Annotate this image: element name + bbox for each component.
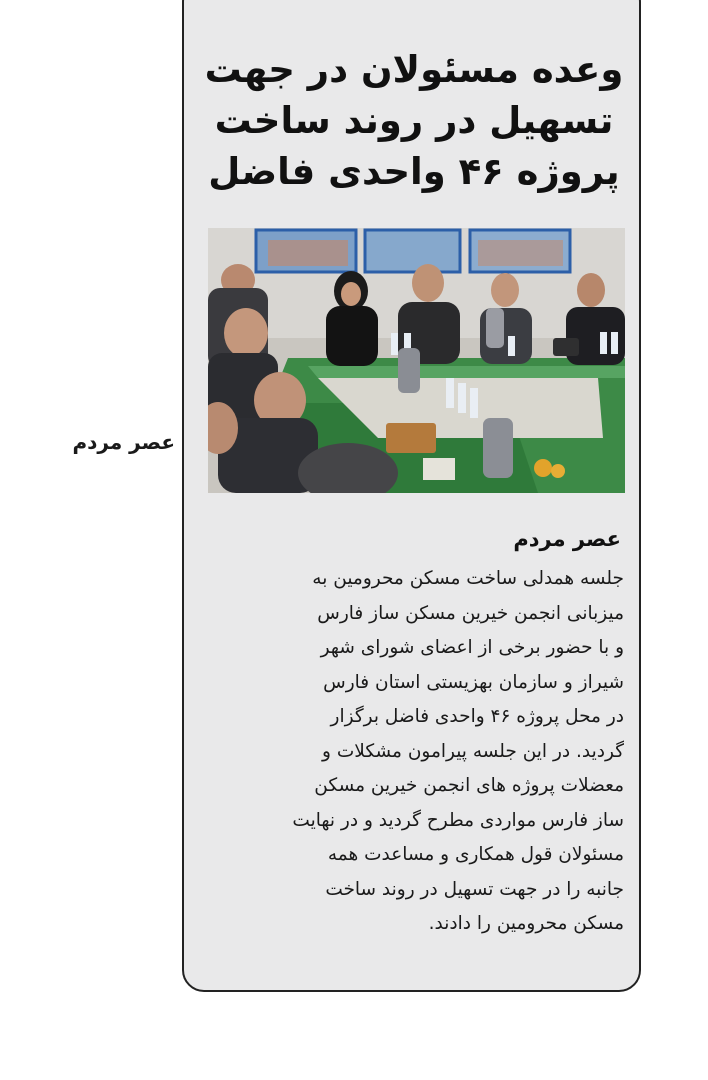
headline-line: تسهیل در روند ساخت xyxy=(214,99,614,142)
adjacent-text-line xyxy=(0,628,175,650)
body-line: گردید. در این جلسه پیرامون مشکلات و xyxy=(322,740,624,762)
adjacent-text-line xyxy=(0,2,175,24)
adjacent-text-line xyxy=(0,666,175,688)
body-line: میزبانی انجمن خیرین مسکن ساز فارس xyxy=(317,602,624,624)
body-line: جلسه همدلی ساخت مسکن محرومین به xyxy=(312,568,624,589)
adjacent-text-line xyxy=(0,748,175,770)
adjacent-text-line xyxy=(0,470,175,492)
adjacent-text-line xyxy=(0,39,175,61)
headline-line: پروژه ۴۶ واحدی فاضل xyxy=(208,150,620,193)
body-line: ساز فارس مواردی مطرح گردید و در نهایت xyxy=(292,809,624,831)
body-line: مسئولان قول همکاری و مساعدت همه xyxy=(327,844,624,865)
headline-line: وعده مسئولان در جهت xyxy=(204,48,624,91)
article-box xyxy=(182,0,641,992)
adjacent-text-line xyxy=(0,944,175,966)
adjacent-text-line xyxy=(0,826,175,848)
adjacent-text-line xyxy=(0,156,175,178)
adjacent-text-line xyxy=(0,590,175,612)
adjacent-article-column xyxy=(0,0,175,1080)
body-line: مسکن محرومین را دادند. xyxy=(428,913,624,934)
adjacent-text-line xyxy=(0,866,175,888)
adjacent-text-line xyxy=(0,708,175,730)
adjacent-text-line xyxy=(0,78,175,100)
body-line: شیراز و سازمان بهزیستی استان فارس xyxy=(323,671,624,693)
body-line: در محل پروژه ۴۶ واحدی فاضل برگزار xyxy=(330,706,624,727)
meeting-photo xyxy=(208,228,625,493)
article-byline: عصر مردم xyxy=(513,527,621,551)
body-line: جانبه را در جهت تسهیل در روند ساخت xyxy=(325,878,624,900)
adjacent-text-line xyxy=(0,550,175,572)
adjacent-text-line xyxy=(0,510,175,532)
adjacent-text-line xyxy=(0,116,175,138)
article-body xyxy=(204,562,624,942)
meeting-photo-illustration xyxy=(208,228,625,493)
body-line: و با حضور برخی از اعضای شورای شهر xyxy=(320,637,624,658)
article-headline xyxy=(204,44,624,197)
body-line: معضلات پروژه های انجمن خیرین مسکن xyxy=(314,775,624,796)
adjacent-text-line xyxy=(0,788,175,810)
adjacent-byline: عصر مردم xyxy=(72,430,175,454)
adjacent-text-line xyxy=(0,904,175,926)
